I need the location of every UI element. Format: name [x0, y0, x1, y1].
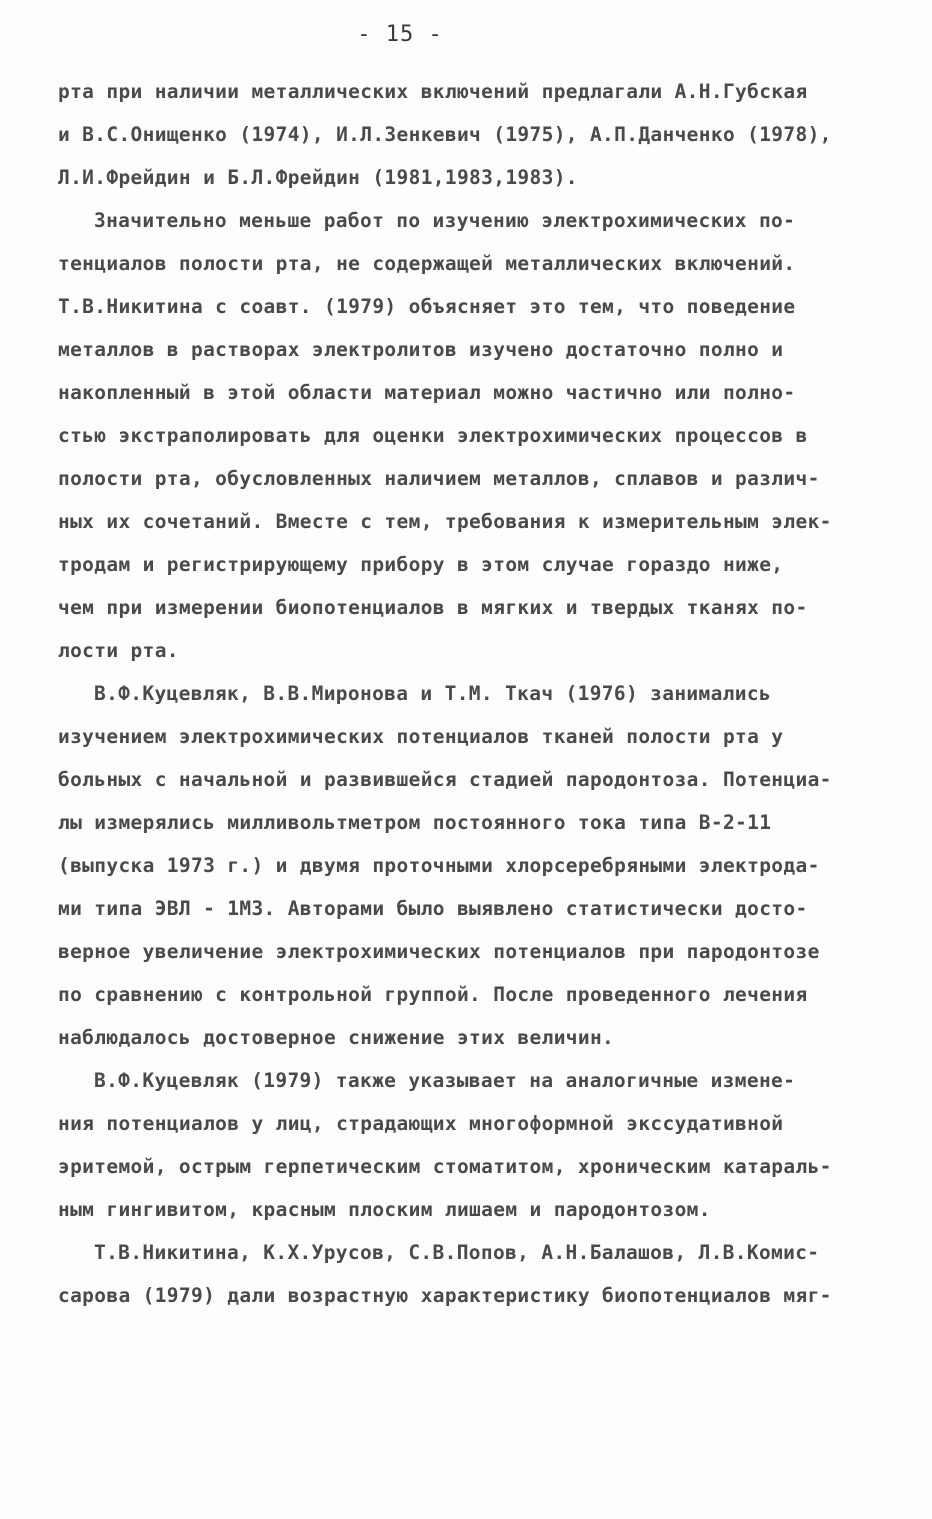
- text-line: ми типа ЭВЛ - 1М3. Авторами было выявлено статистически досто-: [58, 897, 808, 920]
- paragraph-first-line: Т.В.Никитина, К.Х.Урусов, С.В.Попов, А.Н.Балашов, Л.В.Комис-: [94, 1241, 820, 1264]
- text-line: изучением электрохимических потенциалов тканей полости рта у: [58, 725, 784, 748]
- text-line: лы измерялись милливольтметром постоянного тока типа В-2-11: [58, 811, 772, 834]
- text-line: (выпуска 1973 г.) и двумя проточными хлорсеребряными электрода-: [58, 854, 820, 877]
- text-line: ния потенциалов у лиц, страдающих многоформной экссудативной: [58, 1112, 784, 1135]
- paragraph-first-line: В.Ф.Куцевляк, В.В.Миронова и Т.М. Ткач (1976) занимались: [94, 682, 772, 705]
- text-line: накопленный в этой области материал можно частично или полно-: [58, 381, 796, 404]
- text-line: верное увеличение электрохимических потенциалов при пародонтозе: [58, 940, 820, 963]
- text-line: Л.И.Фрейдин и Б.Л.Фрейдин (1981,1983,1983).: [58, 166, 578, 189]
- text-line: полости рта, обусловленных наличием металлов, сплавов и различ-: [58, 467, 820, 490]
- text-line: ных их сочетаний. Вместе с тем, требования к измерительным элек-: [58, 510, 832, 533]
- paragraph-first-line: В.Ф.Куцевляк (1979) также указывает на аналогичные измене-: [94, 1069, 796, 1092]
- text-line: лости рта.: [58, 639, 179, 662]
- body-text: [58, 70, 878, 1317]
- paragraph-first-line: Значительно меньше работ по изучению электрохимических по-: [94, 209, 796, 232]
- text-line: больных с начальной и развившейся стадией пародонтоза. Потенциа-: [58, 768, 832, 791]
- text-line: рта при наличии металлических включений предлагали А.Н.Губская: [58, 80, 808, 103]
- text-line: тродам и регистрирующему прибору в этом случае гораздо ниже,: [58, 553, 784, 576]
- text-line: наблюдалось достоверное снижение этих величин.: [58, 1026, 615, 1049]
- page-number: - 15 -: [357, 22, 443, 47]
- text-line: и В.С.Онищенко (1974), И.Л.Зенкевич (1975), А.П.Данченко (1978),: [58, 123, 832, 146]
- text-line: стью экстраполировать для оценки электрохимических процессов в: [58, 424, 808, 447]
- text-line: металлов в растворах электролитов изучено достаточно полно и: [58, 338, 784, 361]
- text-line: по сравнению с контрольной группой. После проведенного лечения: [58, 983, 808, 1006]
- text-line: эритемой, острым герпетическим стоматитом, хроническим катараль-: [58, 1155, 832, 1178]
- text-line: тенциалов полости рта, не содержащей металлических включений.: [58, 252, 796, 275]
- text-line: чем при измерении биопотенциалов в мягких и твердых тканях по-: [58, 596, 808, 619]
- text-line: ным гингивитом, красным плоским лишаем и пародонтозом.: [58, 1198, 711, 1221]
- text-line: Т.В.Никитина с соавт. (1979) объясняет это тем, что поведение: [58, 295, 796, 318]
- text-line: сарова (1979) дали возрастную характеристику биопотенциалов мяг-: [58, 1284, 832, 1307]
